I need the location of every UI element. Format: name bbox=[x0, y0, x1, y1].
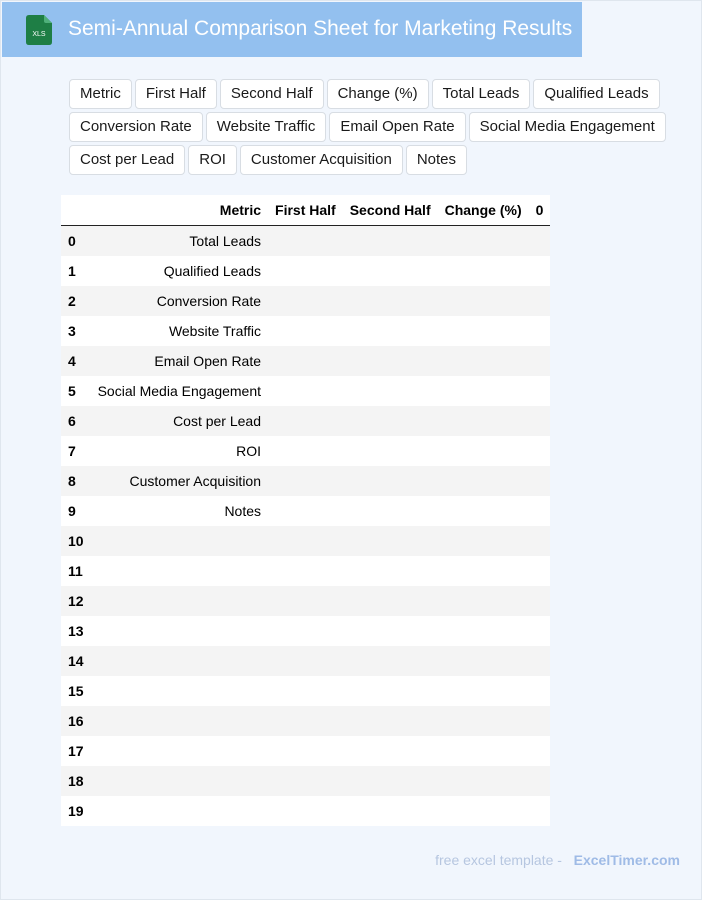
column-chip[interactable]: Email Open Rate bbox=[329, 112, 465, 142]
row-index: 13 bbox=[61, 616, 91, 646]
column-chip[interactable]: Social Media Engagement bbox=[469, 112, 666, 142]
table-cell[interactable] bbox=[529, 766, 551, 796]
table-cell[interactable] bbox=[438, 226, 529, 257]
table-row bbox=[61, 766, 550, 796]
column-chip[interactable]: Website Traffic bbox=[206, 112, 327, 142]
column-chip-list bbox=[69, 79, 669, 178]
table-cell[interactable] bbox=[343, 556, 438, 586]
table-cell[interactable] bbox=[529, 226, 551, 257]
data-table-container bbox=[68, 195, 544, 826]
column-chip[interactable]: Conversion Rate bbox=[69, 112, 203, 142]
table-header-row bbox=[61, 195, 550, 226]
table-cell[interactable] bbox=[91, 556, 268, 586]
table-cell[interactable] bbox=[268, 406, 343, 436]
row-index: 18 bbox=[61, 766, 91, 796]
table-row bbox=[61, 796, 550, 826]
table-cell[interactable] bbox=[343, 586, 438, 616]
table-cell[interactable] bbox=[91, 526, 268, 556]
table-cell[interactable] bbox=[529, 406, 551, 436]
column-chip[interactable]: Notes bbox=[406, 145, 467, 175]
row-index: 14 bbox=[61, 646, 91, 676]
row-index: 17 bbox=[61, 736, 91, 766]
row-index: 7 bbox=[61, 436, 91, 466]
table-cell[interactable] bbox=[529, 556, 551, 586]
chip-row bbox=[69, 112, 669, 142]
row-index: 12 bbox=[61, 586, 91, 616]
chip-row bbox=[69, 145, 669, 175]
table-row bbox=[61, 316, 550, 346]
table-row bbox=[61, 646, 550, 676]
table-cell[interactable]: Website Traffic bbox=[91, 316, 268, 346]
table-row bbox=[61, 406, 550, 436]
table-cell[interactable] bbox=[529, 736, 551, 766]
table-cell[interactable] bbox=[91, 646, 268, 676]
table-cell[interactable] bbox=[268, 796, 343, 826]
table-row bbox=[61, 436, 550, 466]
table-cell[interactable] bbox=[268, 346, 343, 376]
row-index: 8 bbox=[61, 466, 91, 496]
table-cell[interactable] bbox=[438, 526, 529, 556]
table-cell[interactable] bbox=[438, 616, 529, 646]
table-cell[interactable] bbox=[529, 376, 551, 406]
row-index: 10 bbox=[61, 526, 91, 556]
table-row bbox=[61, 376, 550, 406]
row-index: 1 bbox=[61, 256, 91, 286]
table-cell[interactable] bbox=[438, 646, 529, 676]
row-index: 4 bbox=[61, 346, 91, 376]
table-cell[interactable] bbox=[343, 286, 438, 316]
table-cell[interactable] bbox=[529, 676, 551, 706]
table-cell[interactable] bbox=[268, 616, 343, 646]
row-index: 5 bbox=[61, 376, 91, 406]
table-cell[interactable] bbox=[268, 676, 343, 706]
xls-icon-label: XLS bbox=[32, 31, 46, 38]
row-index: 3 bbox=[61, 316, 91, 346]
table-cell[interactable] bbox=[268, 706, 343, 736]
table-cell[interactable] bbox=[438, 736, 529, 766]
table-cell[interactable] bbox=[438, 766, 529, 796]
column-header[interactable]: Metric bbox=[91, 195, 268, 226]
table-cell[interactable] bbox=[268, 376, 343, 406]
column-chip[interactable]: Metric bbox=[69, 79, 132, 109]
chip-row bbox=[69, 79, 669, 109]
column-chip[interactable]: Change (%) bbox=[327, 79, 429, 109]
column-header[interactable] bbox=[61, 195, 91, 226]
table-cell[interactable] bbox=[268, 526, 343, 556]
table-cell[interactable] bbox=[438, 406, 529, 436]
table-row bbox=[61, 226, 550, 257]
page-title: Semi-Annual Comparison Sheet for Marketing Results bbox=[68, 17, 573, 40]
table-cell[interactable] bbox=[529, 436, 551, 466]
table-cell[interactable] bbox=[343, 376, 438, 406]
table-cell[interactable] bbox=[343, 676, 438, 706]
column-chip[interactable]: Customer Acquisition bbox=[240, 145, 403, 175]
table-cell[interactable] bbox=[343, 736, 438, 766]
table-cell[interactable] bbox=[438, 586, 529, 616]
table-cell[interactable] bbox=[91, 586, 268, 616]
table-cell[interactable] bbox=[438, 376, 529, 406]
column-chip[interactable]: Qualified Leads bbox=[533, 79, 659, 109]
column-chip[interactable]: Second Half bbox=[220, 79, 324, 109]
table-cell[interactable]: ROI bbox=[91, 436, 268, 466]
table-cell[interactable] bbox=[438, 466, 529, 496]
table-cell[interactable] bbox=[268, 586, 343, 616]
table-cell[interactable] bbox=[529, 316, 551, 346]
table-cell[interactable] bbox=[268, 436, 343, 466]
row-index: 16 bbox=[61, 706, 91, 736]
table-cell[interactable] bbox=[438, 316, 529, 346]
table-cell[interactable]: Qualified Leads bbox=[91, 256, 268, 286]
table-cell[interactable] bbox=[438, 346, 529, 376]
table-cell[interactable] bbox=[529, 796, 551, 826]
column-header[interactable]: Change (%) bbox=[438, 195, 529, 226]
table-cell[interactable] bbox=[343, 796, 438, 826]
table-cell[interactable] bbox=[438, 496, 529, 526]
row-index: 0 bbox=[61, 226, 91, 257]
row-index: 11 bbox=[61, 556, 91, 586]
table-cell[interactable] bbox=[91, 616, 268, 646]
table-cell[interactable]: Customer Acquisition bbox=[91, 466, 268, 496]
column-header[interactable]: First Half bbox=[268, 195, 343, 226]
table-cell[interactable] bbox=[438, 556, 529, 586]
header-bar bbox=[2, 2, 582, 57]
table-cell[interactable] bbox=[343, 466, 438, 496]
table-cell[interactable] bbox=[343, 496, 438, 526]
table-cell[interactable] bbox=[529, 616, 551, 646]
column-chip[interactable]: Cost per Lead bbox=[69, 145, 185, 175]
table-cell[interactable] bbox=[438, 256, 529, 286]
table-cell[interactable] bbox=[529, 496, 551, 526]
table-cell[interactable] bbox=[343, 436, 438, 466]
column-chip[interactable]: Total Leads bbox=[432, 79, 531, 109]
table-cell[interactable]: Social Media Engagement bbox=[91, 376, 268, 406]
table-row bbox=[61, 676, 550, 706]
table-cell[interactable]: Conversion Rate bbox=[91, 286, 268, 316]
table-row bbox=[61, 526, 550, 556]
xls-file-icon bbox=[26, 15, 52, 45]
table-cell[interactable] bbox=[91, 796, 268, 826]
table-cell[interactable]: Cost per Lead bbox=[91, 406, 268, 436]
table-cell[interactable] bbox=[438, 676, 529, 706]
table-cell[interactable] bbox=[268, 226, 343, 257]
table-cell[interactable] bbox=[343, 766, 438, 796]
table-row bbox=[61, 736, 550, 766]
table-cell[interactable] bbox=[438, 436, 529, 466]
table-cell[interactable] bbox=[343, 646, 438, 676]
table-row bbox=[61, 586, 550, 616]
table-row bbox=[61, 346, 550, 376]
table-cell[interactable] bbox=[529, 706, 551, 736]
table-cell[interactable] bbox=[91, 766, 268, 796]
row-index: 6 bbox=[61, 406, 91, 436]
row-index: 19 bbox=[61, 796, 91, 826]
table-cell[interactable] bbox=[91, 676, 268, 706]
table-cell[interactable] bbox=[529, 286, 551, 316]
table-cell[interactable] bbox=[529, 346, 551, 376]
column-header[interactable]: 0 bbox=[529, 195, 551, 226]
row-index: 2 bbox=[61, 286, 91, 316]
table-cell[interactable] bbox=[529, 646, 551, 676]
table-cell[interactable] bbox=[343, 706, 438, 736]
table-cell[interactable] bbox=[268, 556, 343, 586]
table-cell[interactable]: Email Open Rate bbox=[91, 346, 268, 376]
table-cell[interactable] bbox=[343, 316, 438, 346]
table-row bbox=[61, 286, 550, 316]
table-row bbox=[61, 706, 550, 736]
table-cell[interactable] bbox=[268, 316, 343, 346]
table-cell[interactable] bbox=[343, 346, 438, 376]
table-cell[interactable] bbox=[268, 496, 343, 526]
table-cell[interactable] bbox=[343, 256, 438, 286]
column-header[interactable]: Second Half bbox=[343, 195, 438, 226]
table-cell[interactable] bbox=[438, 706, 529, 736]
column-chip[interactable]: First Half bbox=[135, 79, 217, 109]
data-table bbox=[61, 195, 550, 826]
table-cell[interactable] bbox=[268, 766, 343, 796]
table-cell[interactable] bbox=[91, 706, 268, 736]
table-cell[interactable] bbox=[343, 406, 438, 436]
table-cell[interactable] bbox=[438, 286, 529, 316]
table-cell[interactable] bbox=[343, 526, 438, 556]
table-cell[interactable] bbox=[529, 586, 551, 616]
table-body bbox=[61, 226, 550, 827]
footer-credit bbox=[435, 852, 680, 868]
table-cell[interactable] bbox=[438, 796, 529, 826]
table-cell[interactable] bbox=[529, 256, 551, 286]
table-cell[interactable] bbox=[343, 616, 438, 646]
table-row bbox=[61, 556, 550, 586]
column-chip[interactable]: ROI bbox=[188, 145, 237, 175]
footer-prefix: free excel template - bbox=[435, 852, 562, 868]
table-cell[interactable] bbox=[529, 466, 551, 496]
table-cell[interactable] bbox=[268, 736, 343, 766]
row-index: 9 bbox=[61, 496, 91, 526]
table-cell[interactable]: Total Leads bbox=[91, 226, 268, 257]
table-cell[interactable] bbox=[268, 646, 343, 676]
row-index: 15 bbox=[61, 676, 91, 706]
table-row bbox=[61, 466, 550, 496]
table-row bbox=[61, 256, 550, 286]
table-cell[interactable] bbox=[268, 466, 343, 496]
table-cell[interactable] bbox=[268, 256, 343, 286]
table-cell[interactable] bbox=[268, 286, 343, 316]
footer-brand-link[interactable]: ExcelTimer.com bbox=[573, 852, 680, 868]
table-row bbox=[61, 616, 550, 646]
table-row bbox=[61, 496, 550, 526]
table-cell[interactable] bbox=[529, 526, 551, 556]
table-cell[interactable]: Notes bbox=[91, 496, 268, 526]
table-cell[interactable] bbox=[343, 226, 438, 257]
table-cell[interactable] bbox=[91, 736, 268, 766]
